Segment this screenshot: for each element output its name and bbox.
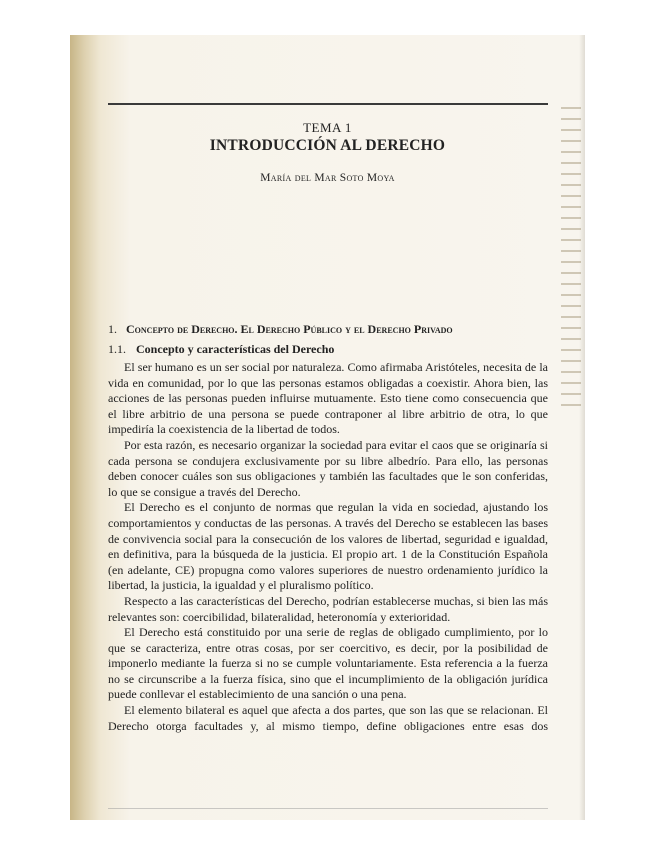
paragraph-3: El Derecho es el conjunto de normas que regulan la vida en sociedad, ajustando los comportamientos y conductas de las personas. A través del Derecho se establecen las bases de convivencia social para la consecución de los valores de libertad, seguridad e igualdad, en definitiva, para la búsqueda de la justicia. El propio art. 1 de la Constitución Española (en adelante, CE) propugna como valores superiores de nuestro ordenamiento jurídico la libertad, la justicia, la igualdad y el pluralismo político. (108, 500, 548, 593)
header-rule (108, 103, 548, 105)
paragraph-6: El elemento bilateral es aquel que afecta a dos partes, que son las que se relacionan. El Derecho otorga facultades y, al mismo tiempo, define obligaciones entre esas dos (108, 703, 548, 733)
footer-rule (108, 808, 548, 809)
paragraph-4: Respecto a las características del Derecho, podrían establecerse muchas, si bien las más relevantes son: coercibilidad, bilateralidad, heteronomía y exterioridad. (108, 593, 548, 624)
section-title: Concepto de Derecho. El Derecho Público y el Derecho Privado (126, 322, 453, 336)
chapter-title: INTRODUCCIÓN AL DERECHO (209, 137, 446, 154)
paragraph-1: El ser humano es un ser social por naturaleza. Como afirmaba Aristóteles, necesita de la vida en comunidad, por lo que las personas estamos obligadas a coexistir. Ahora bien, las acciones de las personas pueden influirse mutuamente. Esto tiene como consecuencia que el libre arbitrio de una persona se puede contraponer al libre arbitrio de otra, lo que impediría la coexistencia de la libertad de todos. (108, 360, 548, 437)
subsection-number: 1.1. (108, 342, 126, 356)
subsection-title: Concepto y características del Derecho (136, 342, 335, 356)
chapter-label: TEMA 1 (303, 120, 352, 135)
chapter-author: María del Mar Soto Moya (260, 172, 395, 184)
body-text (108, 360, 548, 734)
paragraph-2: Por esta razón, es necesario organizar la sociedad para evitar el caos que se originaría si cada persona se condujera exclusivamente por su libre albedrío. Para ello, las personas deben conocer cuáles son sus obligaciones y también las facultades que le son conferidas, lo que se consigue a través del Derecho. (108, 437, 548, 499)
paragraph-5: El Derecho está constituido por una serie de reglas de obligado cumplimiento, por lo que se caracteriza, entre otras cosas, por ser coercitivo, es decir, por la posibilidad de imponerlo mediante la fuerza si no se cumple voluntariamente. Esta referencia a la fuerza no se circunscribe a la fuerza física, sino que el incumplimiento de la obligación jurídica puede conllevar el establecimiento de una sanción o una pena. (108, 625, 548, 702)
section-heading (108, 322, 453, 337)
subsection-heading (108, 342, 334, 357)
section-number: 1. (108, 322, 117, 336)
